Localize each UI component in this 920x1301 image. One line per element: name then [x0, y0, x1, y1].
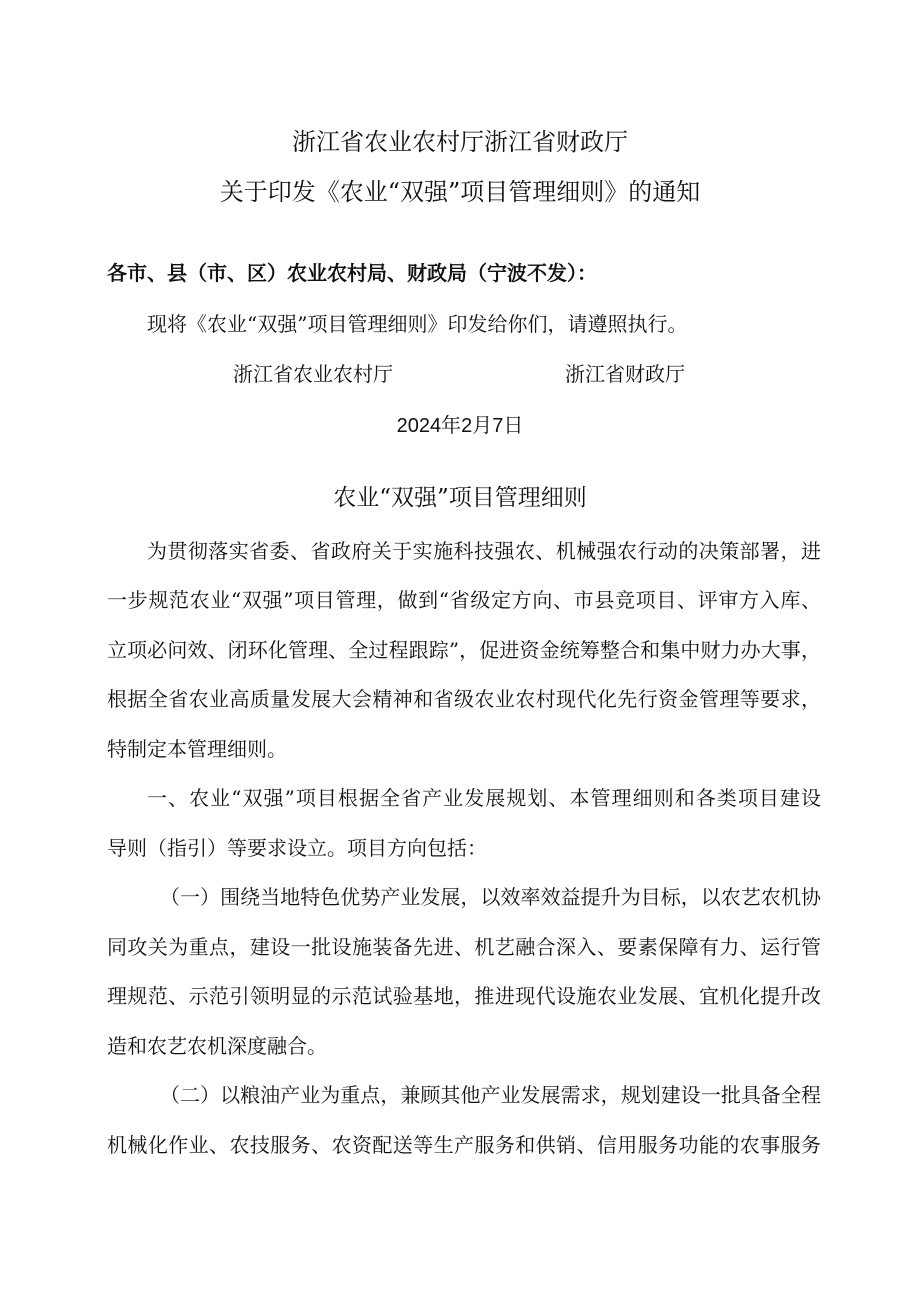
section1-line-1: 一、农业“双强”项目根据全省产业发展规划、本管理细则和各类项目建设	[147, 786, 821, 810]
item1-line-2: 同攻关为重点，建设一批设施装备先进、机艺融合深入、要素保障有力、运行管	[107, 935, 821, 959]
notice-addressee: 各市、县（市、区）农业农村局、财政局（宁波不发）：	[107, 261, 597, 285]
signer-agriculture-dept: 浙江省农业农村厅	[233, 362, 393, 386]
signer-finance-dept: 浙江省财政厅	[565, 362, 685, 386]
item1-line-4: 造和农艺农机深度融合。	[107, 1034, 327, 1058]
item1-line-3: 理规范、示范引领明显的示范试验基地，推进现代设施农业发展、宜机化提升改	[107, 984, 821, 1008]
notice-title-line1: 浙江省农业农村厅浙江省财政厅	[292, 128, 628, 156]
section1-line-2: 导则（指引）等要求设立。项目方向包括：	[107, 836, 487, 860]
notice-date: 2024年2月7日	[396, 415, 524, 437]
notice-title-line2: 关于印发《农业“双强”项目管理细则》的通知	[219, 178, 701, 206]
intro-line-2: 一步规范农业“双强”项目管理，做到“省级定方向、市县竞项目、评审方入库、	[107, 588, 821, 612]
intro-line-5: 特制定本管理细则。	[107, 737, 287, 761]
notice-body: 现将《农业“双强”项目管理细则》印发给你们，请遵照执行。	[147, 312, 688, 336]
rules-title: 农业“双强”项目管理细则	[333, 485, 587, 511]
item1-line-1: （一）围绕当地特色优势产业发展，以效率效益提升为目标，以农艺农机协	[160, 885, 821, 909]
item2-line-1: （二）以粮油产业为重点，兼顾其他产业发展需求，规划建设一批具备全程	[160, 1083, 821, 1107]
intro-line-4: 根据全省农业高质量发展大会精神和省级农业农村现代化先行资金管理等要求，	[107, 687, 821, 711]
intro-line-3: 立项必问效、闭环化管理、全过程跟踪”，促进资金统筹整合和集中财力办大事，	[107, 638, 821, 662]
intro-line-1: 为贯彻落实省委、省政府关于实施科技强农、机械强农行动的决策部署，进	[147, 539, 821, 563]
item2-line-2: 机械化作业、农技服务、农资配送等生产服务和供销、信用服务功能的农事服务	[107, 1133, 821, 1157]
